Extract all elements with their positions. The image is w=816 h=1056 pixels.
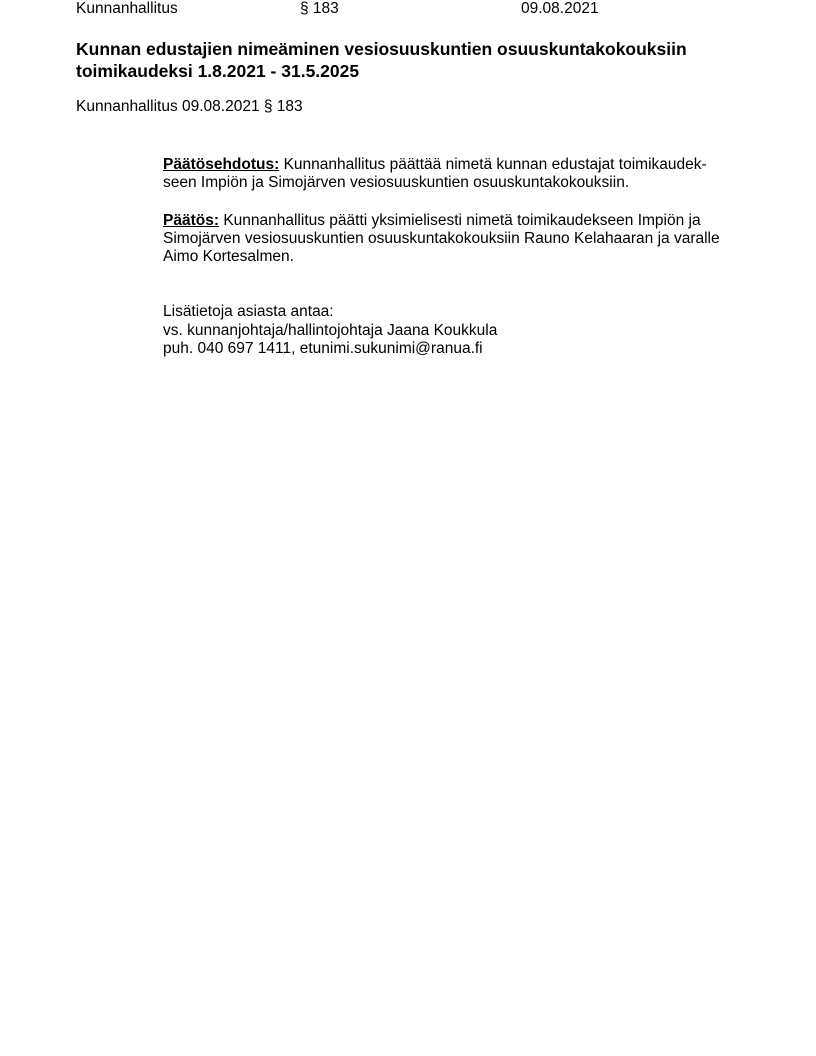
decision-proposal <box>163 156 753 192</box>
contact-info <box>163 303 753 359</box>
decision-text-line-2: Simojärven vesiosuuskuntien osuuskuntakokouksiin Rauno Kelahaaran ja varalle <box>163 230 720 247</box>
header-section-number: § 183 <box>300 0 339 17</box>
header-body-name: Kunnanhallitus <box>76 0 178 17</box>
contact-phone-email: puh. 040 697 1411, etunimi.sukunimi@ranua.fi <box>163 340 483 357</box>
meeting-reference: Kunnanhallitus 09.08.2021 § 183 <box>76 98 303 115</box>
document-title <box>76 38 776 82</box>
contact-intro: Lisätietoja asiasta antaa: <box>163 303 334 320</box>
contact-person: vs. kunnanjohtaja/hallintojohtaja Jaana Koukkula <box>163 321 498 339</box>
decision-label: Päätös: <box>163 212 219 229</box>
proposal-label: Päätösehdotus: <box>163 156 280 173</box>
decision-text-line-3: Aimo Kortesalmen. <box>163 248 294 265</box>
decision <box>163 212 753 266</box>
title-line-1: Kunnan edustajien nimeäminen vesiosuuskuntien osuuskuntakokouksiin <box>76 39 687 59</box>
proposal-text-line-1: Kunnanhallitus päättää nimetä kunnan edustajat toimikaudek- <box>283 156 707 173</box>
proposal-text-line-2: seen Impiön ja Simojärven vesiosuuskuntien osuuskuntakokouksiin. <box>163 174 630 191</box>
header-date: 09.08.2021 <box>521 0 599 17</box>
document-header <box>76 0 776 20</box>
title-line-2: toimikaudeksi 1.8.2021 - 31.5.2025 <box>76 61 360 81</box>
decision-text-line-1: Kunnanhallitus päätti yksimielisesti nimetä toimikaudekseen Impiön ja <box>223 212 701 229</box>
